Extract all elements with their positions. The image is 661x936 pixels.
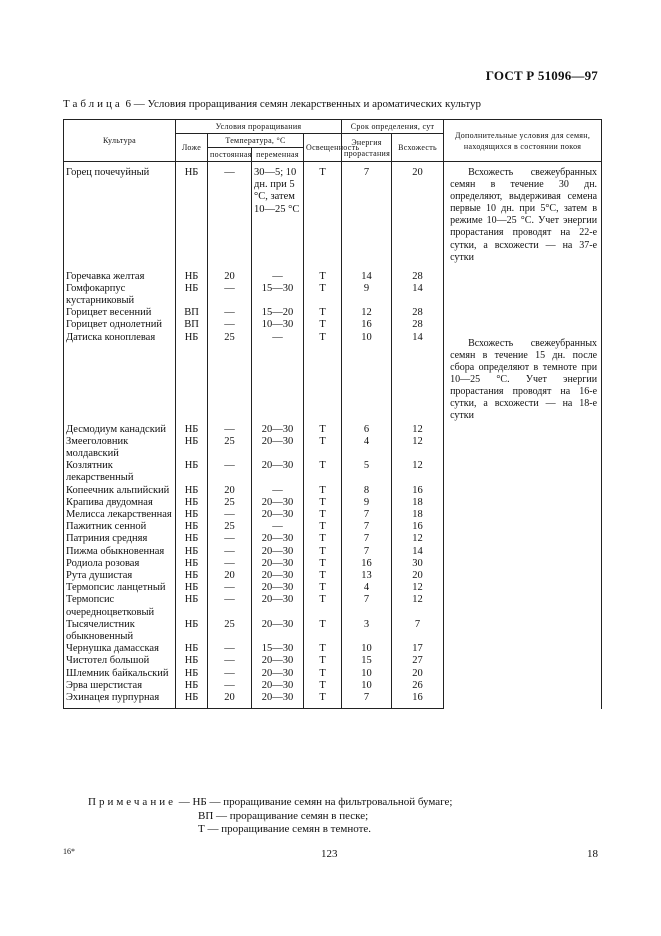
cell-energy: 10 (342, 332, 392, 424)
cell-energy: 7 (342, 533, 392, 545)
cell-bed: НБ (176, 497, 208, 509)
cell-germ: 30 (392, 558, 444, 570)
cell-light: Т (304, 594, 342, 618)
cell-bed: НБ (176, 594, 208, 618)
cell-bed: НБ (176, 436, 208, 460)
cell-tc: — (208, 424, 252, 436)
cell-bed: НБ (176, 485, 208, 497)
cell-tv: — (252, 485, 304, 497)
cell-germ: 16 (392, 521, 444, 533)
cell-tv: — (252, 521, 304, 533)
note-dormancy-2: Всхожесть свежеубранных семян в течение 15 дн. после сбора определяют в темноте при 10—25 °С. Учет энергии прорастания проводят на 16-е сутки, а всхожести — на 18-е сутки (444, 332, 602, 709)
cell-bed: НБ (176, 460, 208, 484)
cell-bed: НБ (176, 582, 208, 594)
cell-tv: 15—30 (252, 643, 304, 655)
cell-tv: 20—30 (252, 509, 304, 521)
cell-tc: — (208, 319, 252, 331)
cell-germ: 16 (392, 692, 444, 709)
cell-tv: 20—30 (252, 533, 304, 545)
cell-tc: — (208, 594, 252, 618)
cell-tc: 25 (208, 619, 252, 643)
cell-tc: — (208, 509, 252, 521)
cell-light: Т (304, 570, 342, 582)
note-vp: ВП — проращивание семян в песке; (198, 809, 369, 822)
cell-bed: НБ (176, 680, 208, 692)
cell-name: Крапива двудомная (64, 497, 176, 509)
cell-germ: 12 (392, 582, 444, 594)
cell-name: Гомфокарпус кустарниковый (64, 283, 176, 307)
cell-bed: НБ (176, 668, 208, 680)
footer-sheet: 18 (587, 848, 598, 860)
col-temperature: Температура, °С (208, 134, 304, 148)
cell-germ: 20 (392, 570, 444, 582)
cell-energy: 10 (342, 680, 392, 692)
cell-light: Т (304, 692, 342, 709)
cell-energy: 7 (342, 162, 392, 271)
cell-name: Тысячелистник обыкновенный (64, 619, 176, 643)
cell-tc: — (208, 668, 252, 680)
cell-light: Т (304, 332, 342, 424)
cell-germ: 14 (392, 546, 444, 558)
cell-name: Горец почечуйный (64, 162, 176, 271)
cell-light: Т (304, 643, 342, 655)
cell-energy: 10 (342, 668, 392, 680)
cell-tv: 15—20 (252, 307, 304, 319)
cell-name: Горицвет весенний (64, 307, 176, 319)
cell-germ: 18 (392, 509, 444, 521)
cell-germ: 20 (392, 162, 444, 271)
cell-bed: НБ (176, 162, 208, 271)
notes-label: Примечание (88, 796, 176, 808)
cell-bed: НБ (176, 271, 208, 283)
cell-name: Термопсис очередноцветковый (64, 594, 176, 618)
cell-name: Пижма обыкновенная (64, 546, 176, 558)
cell-tc: 25 (208, 436, 252, 460)
cell-germ: 14 (392, 332, 444, 424)
table-header (64, 120, 602, 162)
table-row (64, 271, 602, 283)
cell-tc: 25 (208, 497, 252, 509)
cell-energy: 15 (342, 655, 392, 667)
cell-energy: 7 (342, 521, 392, 533)
cell-name: Родиола розовая (64, 558, 176, 570)
cell-bed: НБ (176, 521, 208, 533)
cell-energy: 9 (342, 497, 392, 509)
cell-tv: 20—30 (252, 546, 304, 558)
cell-energy: 10 (342, 643, 392, 655)
cell-name: Десмодиум канадский (64, 424, 176, 436)
cell-light: Т (304, 436, 342, 460)
cell-energy: 4 (342, 582, 392, 594)
col-extra: Дополнительные условия для семян, находящихся в состоянии покоя (444, 120, 602, 162)
cell-bed: НБ (176, 643, 208, 655)
cell-tc: — (208, 460, 252, 484)
cell-tv: 20—30 (252, 460, 304, 484)
cell-tv: 20—30 (252, 436, 304, 460)
note-dormancy-1: Всхожесть свежеубранных семян в течение 30 дн. определяют, выдерживая семена первые 10 дн. при 5°С, затем в режиме 10—25 °С. Учет энергии прорастания проводят на 22-е сутки, а всхожести — на 37-е сутки (444, 162, 602, 271)
cell-light: Т (304, 319, 342, 331)
cell-light: Т (304, 546, 342, 558)
cell-tc: — (208, 680, 252, 692)
cell-germ: 20 (392, 668, 444, 680)
cell-name: Горечавка желтая (64, 271, 176, 283)
cell-germ: 16 (392, 485, 444, 497)
cell-energy: 5 (342, 460, 392, 484)
cell-light: Т (304, 521, 342, 533)
cell-tc: — (208, 533, 252, 545)
cell-germ: 14 (392, 283, 444, 307)
cell-bed: ВП (176, 319, 208, 331)
cell-tc: 25 (208, 521, 252, 533)
cell-light: Т (304, 509, 342, 521)
cell-tv: 20—30 (252, 582, 304, 594)
cell-name: Термопсис ланцетный (64, 582, 176, 594)
cell-light: Т (304, 680, 342, 692)
cell-germ: 26 (392, 680, 444, 692)
col-temp-var: переменная (252, 148, 304, 162)
col-germination: Всхожесть (392, 134, 444, 162)
cell-name: Патриния средняя (64, 533, 176, 545)
cell-tv: 20—30 (252, 497, 304, 509)
cell-tv: — (252, 332, 304, 424)
cell-bed: НБ (176, 283, 208, 307)
cell-tv: 20—30 (252, 668, 304, 680)
cell-germ: 27 (392, 655, 444, 667)
cell-bed: НБ (176, 619, 208, 643)
cell-tv: 20—30 (252, 619, 304, 643)
cell-tv: 20—30 (252, 692, 304, 709)
cell-light: Т (304, 271, 342, 283)
col-bed: Ложе (176, 134, 208, 162)
cell-light: Т (304, 162, 342, 271)
cell-germ: 28 (392, 319, 444, 331)
cell-name: Козлятник лекарственный (64, 460, 176, 484)
col-term: Срок определения, сут (342, 120, 444, 134)
cell-energy: 4 (342, 436, 392, 460)
cell-tc: 20 (208, 692, 252, 709)
cell-tv: 20—30 (252, 424, 304, 436)
cell-name: Копеечник альпийский (64, 485, 176, 497)
cell-germ: 28 (392, 271, 444, 283)
cell-bed: НБ (176, 509, 208, 521)
cell-light: Т (304, 307, 342, 319)
col-conditions: Условия проращивания (176, 120, 342, 134)
cell-bed: НБ (176, 692, 208, 709)
cell-tc: 25 (208, 332, 252, 424)
cell-energy: 9 (342, 283, 392, 307)
cell-energy: 14 (342, 271, 392, 283)
table-row (64, 162, 602, 271)
cell-germ: 7 (392, 619, 444, 643)
cell-light: Т (304, 533, 342, 545)
cell-light: Т (304, 485, 342, 497)
cell-germ: 12 (392, 594, 444, 618)
cell-tv: — (252, 271, 304, 283)
cell-bed: НБ (176, 570, 208, 582)
cell-germ: 12 (392, 436, 444, 460)
col-energy: Энергия прорастания (342, 134, 392, 162)
cell-germ: 12 (392, 424, 444, 436)
caption-label: Таблица (63, 98, 123, 110)
cell-tv: 20—30 (252, 558, 304, 570)
cell-bed: НБ (176, 655, 208, 667)
cell-tc: 20 (208, 570, 252, 582)
cell-energy: 8 (342, 485, 392, 497)
cell-light: Т (304, 558, 342, 570)
cell-name: Горицвет однолетний (64, 319, 176, 331)
cell-name: Эрва шерстистая (64, 680, 176, 692)
cell-bed: НБ (176, 558, 208, 570)
cell-energy: 7 (342, 509, 392, 521)
col-temp-const: постоянная (208, 148, 252, 162)
cell-name: Чистотел большой (64, 655, 176, 667)
cell-bed: НБ (176, 424, 208, 436)
cell-energy: 7 (342, 692, 392, 709)
cell-energy: 16 (342, 558, 392, 570)
cell-tv: 20—30 (252, 655, 304, 667)
table-notes (88, 796, 453, 837)
cell-light: Т (304, 460, 342, 484)
cell-energy: 12 (342, 307, 392, 319)
cell-name: Шлемник байкальский (64, 668, 176, 680)
cell-bed: ВП (176, 307, 208, 319)
cell-light: Т (304, 497, 342, 509)
cell-name: Пажитник сенной (64, 521, 176, 533)
table-caption (63, 98, 481, 110)
cell-germ: 18 (392, 497, 444, 509)
cell-tc: — (208, 655, 252, 667)
cell-tc: — (208, 162, 252, 271)
cell-name: Эхинацея пурпурная (64, 692, 176, 709)
cell-tc: — (208, 283, 252, 307)
cell-energy: 13 (342, 570, 392, 582)
cell-tv: 20—30 (252, 680, 304, 692)
cell-light: Т (304, 283, 342, 307)
cell-tc: 20 (208, 485, 252, 497)
cell-tc: — (208, 546, 252, 558)
table-row (64, 332, 602, 424)
caption-title: — Условия проращивания семян лекарственных и ароматических культур (133, 98, 482, 110)
cell-name: Датиска коноплевая (64, 332, 176, 424)
cell-tc: — (208, 307, 252, 319)
cell-energy: 7 (342, 546, 392, 558)
cell-tc: — (208, 643, 252, 655)
cell-light: Т (304, 582, 342, 594)
cell-energy: 7 (342, 594, 392, 618)
cell-tv: 20—30 (252, 570, 304, 582)
cell-germ: 17 (392, 643, 444, 655)
cell-name: Мелисса лекарственная (64, 509, 176, 521)
cell-name: Чернушка дамасская (64, 643, 176, 655)
note-nb: — НБ — проращивание семян на фильтровальной бумаге; (178, 796, 453, 808)
cell-light: Т (304, 655, 342, 667)
cell-name: Змееголовник молдавский (64, 436, 176, 460)
cell-tv: 10—30 (252, 319, 304, 331)
cell-germ: 12 (392, 460, 444, 484)
cell-bed: НБ (176, 332, 208, 424)
standard-number: ГОСТ Р 51096—97 (485, 68, 598, 83)
footer-mark: 16* (63, 847, 75, 856)
cell-energy: 3 (342, 619, 392, 643)
cell-germ: 28 (392, 307, 444, 319)
col-culture: Культура (64, 120, 176, 162)
cell-tv: 20—30 (252, 594, 304, 618)
cell-tv: 30—5; 10 дн. при 5 °С, затем 10—25 °С (252, 162, 304, 271)
cell-tc: 20 (208, 271, 252, 283)
cell-bed: НБ (176, 546, 208, 558)
footer-page: 123 (321, 848, 338, 860)
cell-light: Т (304, 424, 342, 436)
cell-tv: 15—30 (252, 283, 304, 307)
cell-energy: 16 (342, 319, 392, 331)
cell-tc: — (208, 558, 252, 570)
germination-table (63, 119, 602, 709)
cell-name: Рута душистая (64, 570, 176, 582)
cell-tc: — (208, 582, 252, 594)
col-light: Освещенность (304, 134, 342, 162)
cell-bed: НБ (176, 533, 208, 545)
cell-energy: 6 (342, 424, 392, 436)
empty-cell (444, 271, 602, 332)
caption-number: 6 (125, 98, 132, 110)
cell-light: Т (304, 619, 342, 643)
table-body (64, 162, 602, 709)
cell-germ: 12 (392, 533, 444, 545)
note-t: Т — проращивание семян в темноте. (198, 823, 372, 835)
cell-light: Т (304, 668, 342, 680)
